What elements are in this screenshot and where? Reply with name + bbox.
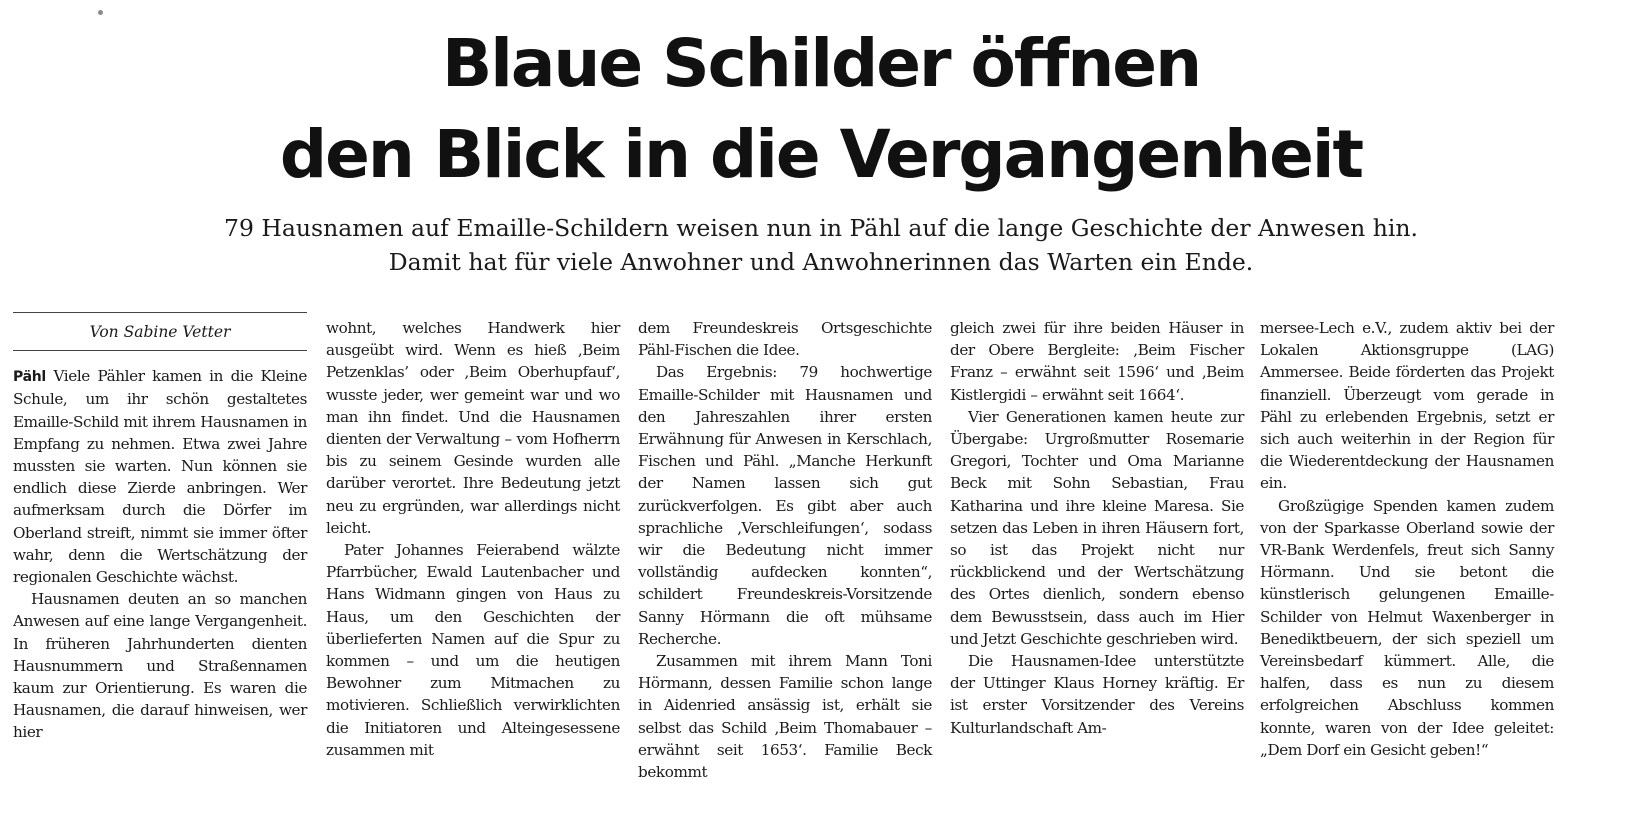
dateline: Pähl [13,369,46,386]
article-column-3 [638,317,932,783]
paragraph: mersee-Lech e.V., zudem aktiv bei der Lokalen Aktionsgruppe (LAG) Ammersee. Beide förderten das Projekt finanziell. Überzeugt vom gerade in Pähl zu erlebenden Ergebnis, setzt er sich auch weiterhin in der Region für die Wiederentdeckung der Hausnamen ein. [1260,319,1554,493]
headline-line-2: den Blick in die Vergangenheit [279,116,1363,193]
article-column-5 [1260,317,1554,761]
paragraph: Hausnamen deuten an so manchen Anwesen auf eine lange Vergangenheit. In früheren Jahrhunderten dienten Hausnummern und Straßennamen kaum zur Orientierung. Es waren die Hausnamen, die darauf hinweisen, wer hier [13,590,307,742]
subheadline [0,211,1642,279]
paragraph: dem Freundeskreis Ortsgeschichte Pähl-Fischen die Idee. [638,319,932,360]
paragraph: Die Hausnamen-Idee unterstützte der Uttinger Klaus Horney kräftig. Er ist erster Vorsitzender des Vereins Kulturlandschaft Am- [950,652,1244,737]
headline-line-1: Blaue Schilder öffnen [441,25,1201,102]
subheadline-line-1: 79 Hausnamen auf Emaille-Schildern weisen nun in Pähl auf die lange Geschichte der Anwesen hin. [224,214,1418,242]
paragraph: Vier Generationen kamen heute zur Übergabe: Urgroßmutter Rosemarie Gregori, Tochter und Oma Marianne Beck mit Sohn Sebastian, Frau Katharina und ihre kleine Maresa. Sie setzen das Leben in ihren Häusern fort, so ist das Projekt nicht nur rückblickend und der Wertschätzung des Ortes dienlich, sondern ebenso dem Bewusstsein, dass auch im Hier und Jetzt Geschichte geschrieben wird. [950,407,1244,648]
print-speck [98,10,103,15]
paragraph: Großzügige Spenden kamen zudem von der Sparkasse Oberland sowie der VR-Bank Werdenfels, freut sich Sanny Hörmann. Und sie betont die künstlerisch gelungenen Emaille-Schilder von Helmut Waxenberger in Benediktbeuern, der sich speziell um Vereinsbedarf kümmert. Alle, die halfen, dass es nun zu diesem erfolgreichen Abschluss kommen konnte, waren von der Idee geleitet: „Dem Dorf ein Gesicht geben!“ [1260,496,1554,759]
article-column-4 [950,317,1244,739]
paragraph: wohnt, welches Handwerk hier ausgeübt wird. Wenn es hieß ‚Beim Petzenklas’ oder ‚Beim Oberhupfauf‘, wusste jeder, wer gemeint war und wo man ihn findet. Und die Hausnamen dienten der Verwaltung – vom Hofherrn bis zu seinem Gesinde wurden alle darüber verortet. Ihre Bedeutung jetzt neu zu ergründen, war allerdings nicht leicht. [326,319,620,537]
paragraph: Zusammen mit ihrem Mann Toni Hörmann, dessen Familie schon lange in Aidenried ansässig ist, erhält sie selbst das Schild ‚Beim Thomabauer – erwähnt seit 1653‘. Familie Beck bekommt [638,652,932,782]
paragraph: gleich zwei für ihre beiden Häuser in der Obere Bergleite: ‚Beim Fischer Franz – erwähnt seit 1596‘ und ‚Beim Kistlergidi – erwähnt seit 1664‘. [950,319,1244,404]
byline: Von Sabine Vetter [89,323,231,341]
article-column-2 [326,317,620,761]
headline [0,18,1642,200]
subheadline-line-2: Damit hat für viele Anwohner und Anwohnerinnen das Warten ein Ende. [388,248,1254,276]
paragraph-text: Viele Pähler kamen in die Kleine Schule, um ihr schön gestaltetes Emaille-Schild mit ihrem Hausnamen in Empfang zu nehmen. Etwa zwei Jahre mussten sie warten. Nun können sie endlich diese Zierde anbringen. Wer aufmerksam durch die Dörfer im Oberland streift, nimmt sie immer öfter wahr, denn die Wertschätzung der regionalen Geschichte wächst. [13,367,307,587]
paragraph: Das Ergebnis: 79 hochwertige Emaille-Schilder mit Hausnamen und den Jahreszahlen ihrer ersten Erwähnung für Anwesen in Kerschlach, Fischen und Pähl. „Manche Herkunft der Namen lassen sich gut zurückverfolgen. Es gibt aber auch sprachliche ‚Verschleifungen‘, sodass wir die Bedeutung nicht immer vollständig aufdecken konnten“, schildert Freundeskreis-Vorsitzende Sanny Hörmann die oft mühsame Recherche. [638,363,932,648]
paragraph: Pater Johannes Feierabend wälzte Pfarrbücher, Ewald Lautenbacher und Hans Widmann gingen von Haus zu Haus, um den Geschichten der überlieferten Namen auf die Spur zu kommen – und um die heutigen Bewohner zum Mitmachen zu motivieren. Schließlich verwirklichten die Initiatoren und Alteingesessene zusammen mit [326,541,620,759]
article-column-1 [13,312,307,744]
lead-paragraph [13,365,307,588]
